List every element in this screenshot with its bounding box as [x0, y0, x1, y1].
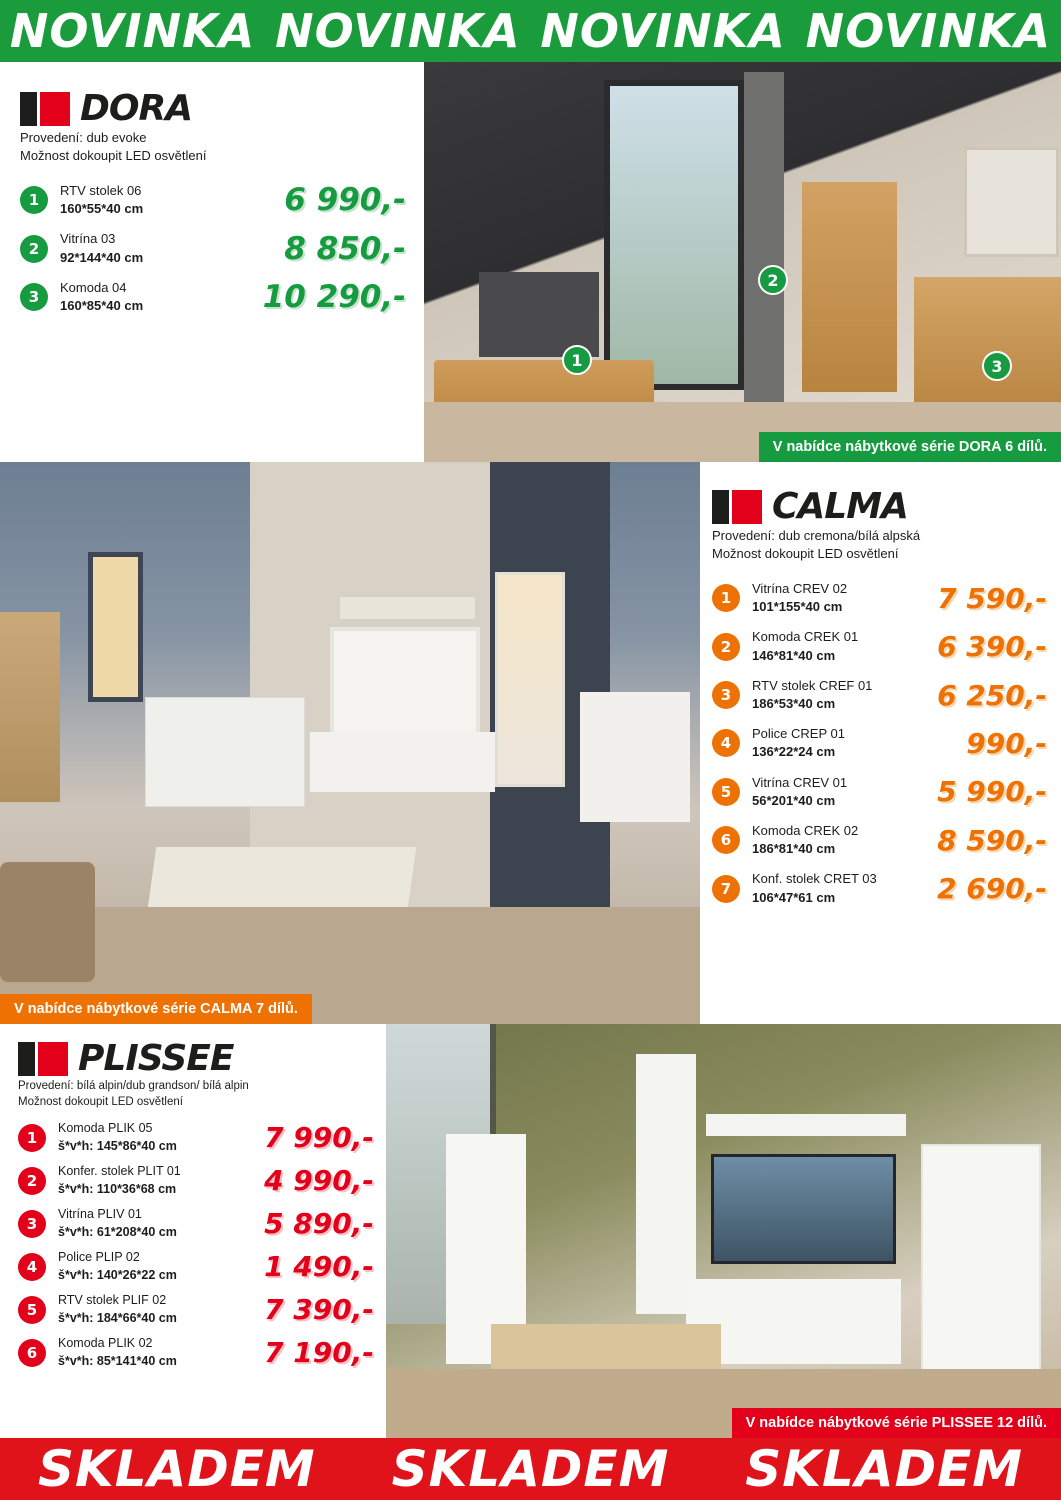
dora-subtitle-line2: Možnost dokoupit LED osvětlení	[20, 147, 207, 163]
promo-word: SKLADEM	[37, 1440, 316, 1498]
promo-word: SKLADEM	[745, 1440, 1023, 1498]
brand-logo-plissee	[18, 1038, 374, 1079]
item-dimensions: 186*53*40 cm	[752, 696, 836, 712]
plissee-caption: V nabídce nábytkové série PLISSEE 12 dílů.	[732, 1408, 1061, 1438]
list-item	[18, 1335, 374, 1370]
item-dimensions: 101*155*40 cm	[752, 599, 843, 615]
photo-cabinet-right	[580, 692, 690, 822]
photo-shelf	[706, 1114, 906, 1136]
item-number-badge: 1	[20, 186, 48, 214]
calma-caption: V nabídce nábytkové série CALMA 7 dílů.	[0, 994, 312, 1024]
brand-mark-icon	[712, 490, 762, 524]
list-item	[712, 628, 1047, 664]
brand-name: PLISSEE	[78, 1038, 234, 1079]
item-name: Vitrína PLIV 01	[58, 1207, 142, 1222]
dora-subtitle	[20, 129, 406, 164]
item-number-badge: 7	[712, 875, 740, 903]
photo-tv	[711, 1154, 896, 1264]
dora-caption: V nabídce nábytkové série DORA 6 dílů.	[759, 432, 1061, 462]
photo-curtain	[744, 72, 784, 402]
item-dimensions: 146*81*40 cm	[752, 647, 836, 663]
brand-name: CALMA	[772, 486, 908, 527]
item-price: 7 190,-	[264, 1336, 374, 1370]
item-number-badge: 4	[18, 1253, 46, 1281]
item-price: 10 290,-	[262, 279, 406, 316]
promo-banner-bottom	[0, 1438, 1061, 1500]
photo-vitrine	[636, 1054, 696, 1314]
item-price: 6 390,-	[937, 630, 1047, 664]
item-description	[752, 822, 902, 858]
item-description	[752, 628, 902, 664]
photo-marker[interactable]: 1	[562, 345, 592, 375]
item-number-badge: 6	[712, 826, 740, 854]
item-price: 7 990,-	[264, 1121, 374, 1155]
calma-info-panel	[700, 462, 1061, 1024]
list-item	[20, 230, 406, 266]
brand-mark-icon	[20, 92, 70, 126]
photo-tv-unit	[310, 732, 495, 792]
photo-artwork	[964, 147, 1059, 257]
item-description	[58, 1120, 208, 1155]
item-name: RTV stolek PLIF 02	[58, 1293, 167, 1308]
item-name: Komoda PLIK 02	[58, 1336, 153, 1351]
promo-word: SKLADEM	[391, 1440, 670, 1498]
brand-logo-calma	[712, 486, 1047, 527]
item-price: 7 390,-	[264, 1293, 374, 1327]
brand-logo-dora	[20, 88, 406, 129]
item-dimensions: 186*81*40 cm	[752, 841, 836, 857]
item-price: 5 890,-	[264, 1207, 374, 1241]
list-item	[18, 1206, 374, 1241]
photo-cabinet	[802, 182, 897, 392]
item-description	[58, 1163, 208, 1198]
item-number-badge: 3	[20, 283, 48, 311]
item-description	[58, 1335, 208, 1370]
photo-vitrine	[495, 572, 565, 787]
item-name: RTV stolek CREF 01	[752, 677, 873, 693]
calma-photo	[0, 462, 700, 1024]
list-item	[18, 1120, 374, 1155]
photo-marker[interactable]: 2	[758, 265, 788, 295]
item-name: Komoda PLIK 05	[58, 1121, 153, 1136]
item-name: Vitrína CREV 02	[752, 581, 848, 597]
section-calma	[0, 462, 1061, 1024]
item-description	[58, 1249, 208, 1284]
item-number-badge: 4	[712, 729, 740, 757]
dora-subtitle-line1: Provedení: dub evoke	[20, 130, 147, 145]
plissee-subtitle-line1: Provedení: bílá alpin/dub grandson/ bílá alpin	[18, 1080, 249, 1092]
calma-subtitle	[712, 527, 1047, 562]
item-number-badge: 5	[18, 1296, 46, 1324]
item-number-badge: 6	[18, 1339, 46, 1367]
photo-marker[interactable]: 3	[982, 351, 1012, 381]
item-number-badge: 3	[712, 681, 740, 709]
item-price: 7 590,-	[937, 581, 1047, 615]
item-dimensions: 160*55*40 cm	[60, 201, 144, 217]
item-dimensions: š*v*h: 85*141*40 cm	[58, 1353, 177, 1368]
item-dimensions: š*v*h: 61*208*40 cm	[58, 1224, 177, 1239]
photo-tv	[479, 272, 599, 357]
photo-cabinet-left	[0, 612, 60, 802]
brand-name: DORA	[80, 88, 193, 129]
list-item	[712, 677, 1047, 713]
item-number-badge: 1	[712, 584, 740, 612]
item-name: Vitrína 03	[60, 231, 116, 247]
list-item	[712, 870, 1047, 906]
item-description	[60, 279, 220, 315]
list-item	[18, 1292, 374, 1327]
item-description	[752, 774, 902, 810]
dora-info-panel	[0, 62, 424, 462]
item-name: RTV stolek 06	[60, 183, 142, 199]
item-price: 2 690,-	[937, 872, 1047, 906]
list-item	[712, 725, 1047, 761]
plissee-info-panel	[0, 1024, 386, 1438]
item-price: 8 590,-	[937, 823, 1047, 857]
dora-photo	[424, 62, 1061, 462]
item-name: Vitrína CREV 01	[752, 774, 848, 790]
plissee-photo	[386, 1024, 1061, 1438]
item-description	[60, 230, 220, 266]
plissee-subtitle-line2: Možnost dokoupit LED osvětlení	[18, 1095, 183, 1108]
item-dimensions: š*v*h: 140*26*22 cm	[58, 1267, 177, 1282]
promo-word: NOVINKA	[805, 4, 1052, 58]
calma-subtitle-line1: Provedení: dub cremona/bílá alpská	[712, 528, 921, 543]
item-dimensions: š*v*h: 184*66*40 cm	[58, 1310, 177, 1325]
brand-mark-icon	[18, 1042, 68, 1076]
item-price: 8 850,-	[284, 230, 406, 267]
item-name: Komoda CREK 01	[752, 629, 859, 645]
photo-tv-panel	[330, 627, 480, 737]
item-price: 6 250,-	[937, 678, 1047, 712]
photo-sofa	[0, 862, 95, 982]
dora-item-list	[20, 182, 406, 315]
item-name: Konfer. stolek PLIT 01	[58, 1164, 181, 1179]
item-price: 1 490,-	[264, 1250, 374, 1284]
promo-banner-top	[0, 0, 1061, 62]
item-number-badge: 3	[18, 1210, 46, 1238]
item-price: 990,-	[966, 726, 1047, 760]
item-dimensions: š*v*h: 145*86*40 cm	[58, 1138, 177, 1153]
item-number-badge: 2	[712, 633, 740, 661]
item-name: Police CREP 01	[752, 726, 845, 742]
list-item	[18, 1163, 374, 1198]
calma-item-list	[712, 580, 1047, 907]
item-name: Komoda 04	[60, 279, 127, 295]
photo-cabinet-right	[921, 1144, 1041, 1374]
item-dimensions: 56*201*40 cm	[752, 792, 836, 808]
item-price: 4 990,-	[264, 1164, 374, 1198]
plissee-item-list	[18, 1120, 374, 1370]
item-description	[60, 182, 220, 218]
section-plissee	[0, 1024, 1061, 1438]
list-item	[18, 1249, 374, 1284]
item-number-badge: 1	[18, 1124, 46, 1152]
item-name: Police PLIP 02	[58, 1250, 140, 1265]
item-name: Komoda CREK 02	[752, 822, 859, 838]
item-dimensions: 160*85*40 cm	[60, 298, 144, 314]
promo-word: NOVINKA	[275, 4, 521, 58]
list-item	[712, 822, 1047, 858]
list-item	[20, 279, 406, 315]
photo-window	[604, 80, 744, 390]
item-description	[752, 870, 902, 906]
item-dimensions: 136*22*24 cm	[752, 744, 836, 760]
item-description	[58, 1292, 208, 1327]
item-description	[752, 725, 902, 761]
item-description	[58, 1206, 208, 1241]
item-description	[752, 580, 902, 616]
photo-sideboard	[145, 697, 305, 807]
item-number-badge: 5	[712, 778, 740, 806]
list-item	[20, 182, 406, 218]
list-item	[712, 580, 1047, 616]
promo-word: NOVINKA	[540, 4, 786, 58]
plissee-subtitle	[18, 1079, 374, 1110]
item-dimensions: 106*47*61 cm	[752, 889, 836, 905]
item-description	[752, 677, 902, 713]
photo-sideboard	[914, 277, 1061, 402]
item-price: 6 990,-	[284, 182, 406, 219]
item-price: 5 990,-	[937, 775, 1047, 809]
item-name: Konf. stolek CRET 03	[752, 871, 877, 887]
list-item	[712, 774, 1047, 810]
photo-window	[88, 552, 143, 702]
item-dimensions: š*v*h: 110*36*68 cm	[58, 1181, 177, 1196]
item-number-badge: 2	[20, 235, 48, 263]
item-number-badge: 2	[18, 1167, 46, 1195]
promo-word: NOVINKA	[9, 4, 256, 58]
calma-subtitle-line2: Možnost dokoupit LED osvětlení	[712, 545, 899, 561]
item-dimensions: 92*144*40 cm	[60, 249, 144, 265]
photo-shelf	[340, 597, 475, 619]
section-dora	[0, 62, 1061, 462]
